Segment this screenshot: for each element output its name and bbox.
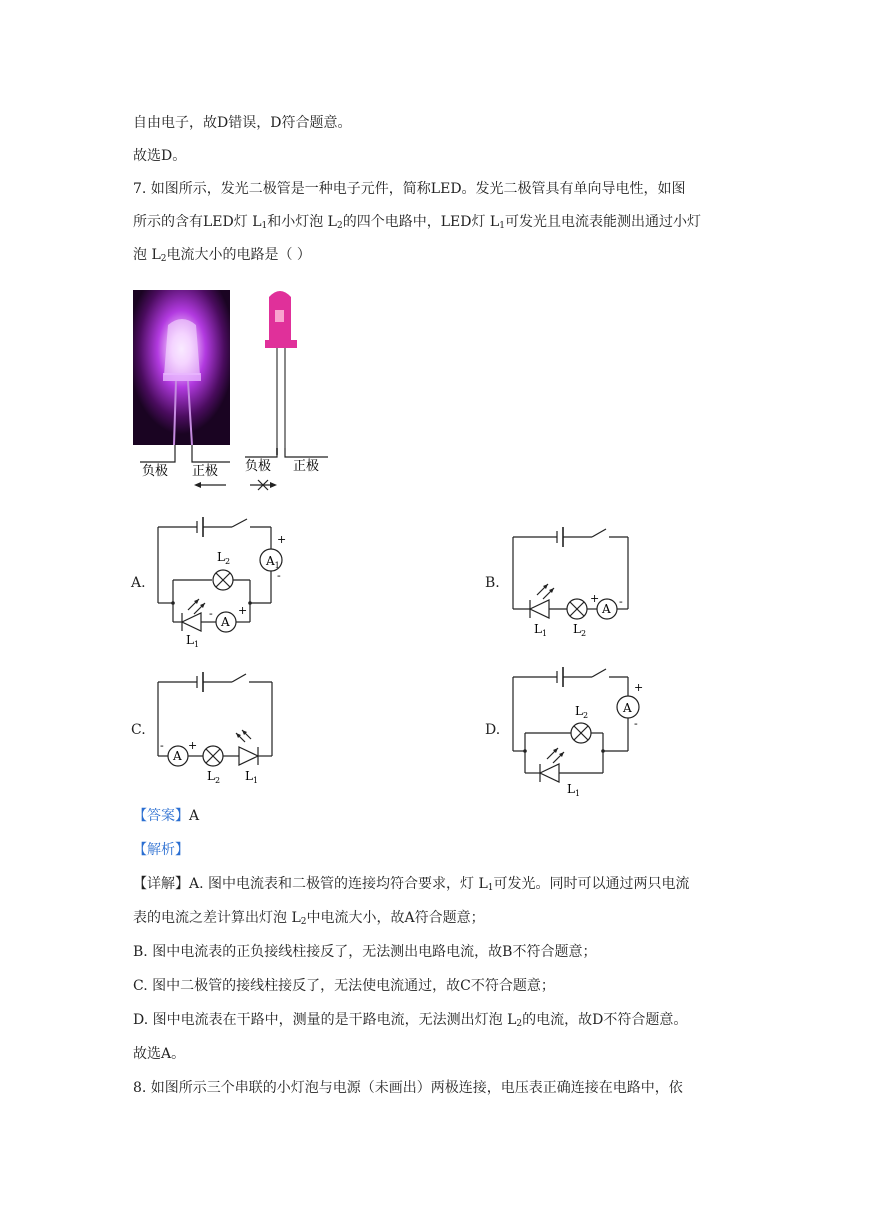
detail-line-a2: 表的电流之差计算出灯泡 $L_2$中电流大小，故A符合题意；: [133, 910, 485, 927]
text-line: 故选D。: [133, 148, 187, 164]
svg-text:+: +: [277, 533, 287, 546]
svg-text:-: -: [209, 607, 213, 620]
svg-text:+: +: [238, 604, 248, 617]
answer-line: [133, 806, 199, 826]
svg-text:-: -: [277, 569, 281, 582]
ammeter-label: A: [602, 602, 611, 616]
led-photo: [133, 290, 230, 445]
answer-label: 【答案】: [133, 808, 189, 824]
led-diagram: [265, 291, 297, 455]
option-c-label: C.: [131, 722, 146, 738]
ammeter-label: A: [221, 615, 230, 629]
analysis-label: 【解析】: [133, 842, 189, 858]
detail-choose: 故选A。: [133, 1046, 186, 1062]
answer-value: A: [189, 808, 200, 824]
circuit-b: [505, 525, 640, 645]
detail-line-a1: 【详解】A. 图中电流表和二极管的连接均符合要求，灯 $L_1$可发光。同时可以通过两只电流: [133, 876, 690, 893]
question-7-line2: 所示的含有LED灯 $L_1$和小灯泡 $L_2$的四个电路中，LED灯 $L_1$可发光且电流表能测出通过小灯: [133, 214, 701, 231]
positive-pole-label: 正极: [192, 464, 219, 479]
svg-text:-: -: [619, 595, 623, 608]
option-b-label: B.: [485, 575, 500, 591]
lamp-l2-label: $L_2$: [207, 769, 221, 785]
svg-text:-: -: [634, 717, 638, 730]
led-l1-label: $L_1$: [534, 622, 548, 638]
text-line: 自由电子，故D错误，D符合题意。: [133, 115, 352, 131]
negative-pole-label: 负极: [142, 464, 169, 479]
ammeter-a1-label: $A_1$: [266, 554, 280, 570]
ammeter-label: A: [173, 749, 182, 763]
detail-line-d: D. 图中电流表在干路中，测量的是干路电流，无法测出灯泡 $L_2$的电流，故D不符合题意。: [133, 1012, 688, 1029]
led-l1-label: $L_1$: [567, 782, 581, 798]
led-l1-label: $L_1$: [186, 633, 200, 649]
positive-pole-label: 正极: [293, 459, 320, 474]
detail-line-c: C. 图中二极管的接线柱接反了，无法使电流通过，故C不符合题意；: [133, 978, 555, 994]
led-figure: [130, 285, 340, 495]
detail-line-b: B. 图中电流表的正负接线柱接反了，无法测出电路电流，故B不符合题意；: [133, 944, 597, 960]
svg-text:+: +: [634, 681, 644, 694]
circuit-d: [505, 665, 655, 800]
svg-text:+: +: [188, 739, 198, 752]
negative-pole-label: 负极: [245, 459, 272, 474]
option-a-label: A.: [131, 575, 146, 591]
circuit-a: [150, 515, 300, 650]
lamp-l2-label: $L_2$: [573, 622, 587, 638]
svg-text:+: +: [590, 592, 600, 605]
led-l1-label: $L_1$: [245, 769, 259, 785]
question-7-line3: 泡 $L_2$电流大小的电路是（ ）: [133, 247, 311, 264]
option-d-label: D.: [485, 722, 501, 738]
question-7-line1: 7. 如图所示，发光二极管是一种电子元件，简称LED。发光二极管具有单向导电性，如图: [133, 181, 686, 197]
circuit-c: [150, 670, 285, 790]
svg-text:-: -: [160, 739, 164, 752]
lamp-l2-label: $L_2$: [575, 704, 589, 720]
question-8-line1: 8. 如图所示三个串联的小灯泡与电源（未画出）两极连接，电压表正确连接在电路中，依: [133, 1080, 683, 1096]
lamp-l2-label: $L_2$: [217, 550, 231, 566]
ammeter-label: A: [623, 701, 632, 715]
